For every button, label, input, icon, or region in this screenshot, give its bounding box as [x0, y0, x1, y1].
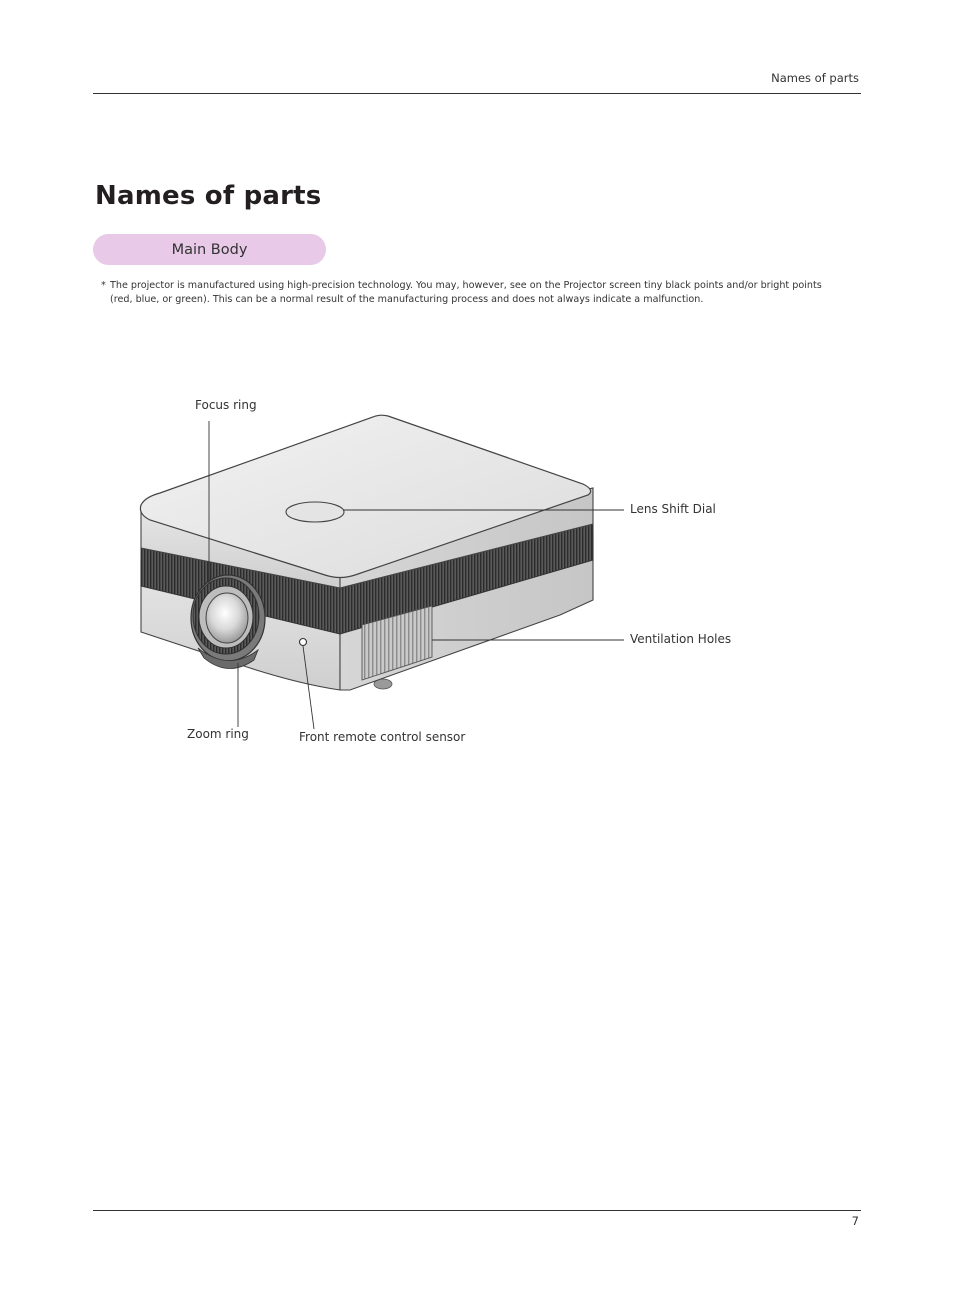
running-header: Names of parts: [771, 71, 859, 85]
section-heading-label: Main Body: [171, 241, 248, 258]
note-marker: *: [101, 280, 106, 291]
footer-rule: [93, 1210, 861, 1211]
page-title: Names of parts: [95, 181, 322, 211]
remote-sensor-shape: [300, 639, 307, 646]
label-focus-ring: Focus ring: [195, 398, 257, 412]
page-number: 7: [851, 1214, 859, 1228]
lens-glass: [206, 593, 248, 643]
note-text: The projector is manufactured using high-precision technology. You may, however, see on the Projector screen tiny black points and/or bright points (red, blue, or green). This can be a normal result of the manufacturing process and does not always indicate a malfunction.: [110, 280, 822, 305]
projector-illustration: [0, 380, 954, 780]
label-ventilation-holes: Ventilation Holes: [630, 632, 732, 646]
label-lens-shift-dial: Lens Shift Dial: [630, 502, 716, 516]
precision-note: [101, 279, 846, 307]
label-front-remote-sensor: Front remote control sensor: [299, 730, 466, 744]
projector-figure: [0, 380, 954, 780]
label-zoom-ring: Zoom ring: [187, 727, 249, 741]
header-rule: [93, 93, 861, 94]
lens-shift-dial-shape: [286, 502, 344, 522]
section-heading-pill: [93, 234, 326, 265]
